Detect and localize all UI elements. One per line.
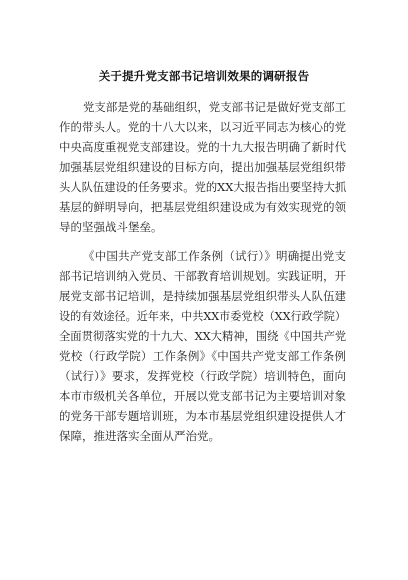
paragraph-line: 部书记培训纳入党员、干部教育培训规划。实践证明，开	[59, 269, 346, 283]
paragraph-line: 《中国共产党支部工作条例（试行）》明确提出党支	[83, 249, 346, 263]
paragraph-line: 中央高度重视党支部建设。党的十九大报告明确了新时代	[59, 140, 346, 154]
paragraph-line: 作的带头人。党的十八大以来，以习近平同志为核心的党	[59, 120, 346, 134]
paragraph-line: 全面贯彻落实党的十九大、XX大精神，围绕《中国共产党	[59, 330, 347, 343]
paragraph-line: 导的坚强战斗堡垒。	[59, 220, 163, 234]
paragraph-line: （试行）》要求，发挥党校（行政学院）培训特色，面向	[59, 369, 346, 383]
paragraph-line: 党支部是党的基础组织，党支部书记是做好党支部工	[83, 100, 346, 114]
paragraph-line: 本市市级机关各单位，开展以党支部书记为主要培训对象	[59, 389, 346, 403]
paragraph-line: 保障，推进落实全面从严治党。	[59, 429, 220, 443]
paragraph-line: 头人队伍建设的任务要求。党的XX大报告指出要坚持大抓	[59, 181, 347, 194]
paragraph-line: 展党支部书记培训，是持续加强基层党组织带头人队伍建	[59, 289, 346, 303]
paragraph-line: 基层的鲜明导向，把基层党组织建设成为有效实现党的领	[59, 200, 346, 214]
paragraph-line: 党校（行政学院）工作条例》《中国共产党支部工作条例	[59, 349, 346, 363]
document-title: 关于提升党支部书记培训效果的调研报告	[98, 69, 310, 83]
paragraph-line: 加强基层党组织建设的目标方向，提出加强基层党组织带	[59, 160, 346, 174]
paragraph-line: 设的有效途径。近年来，中共XX市委党校（XX行政学院）	[59, 310, 346, 323]
paragraph-line: 的党务干部专题培训班，为本市基层党组织建设提供人才	[59, 409, 346, 423]
